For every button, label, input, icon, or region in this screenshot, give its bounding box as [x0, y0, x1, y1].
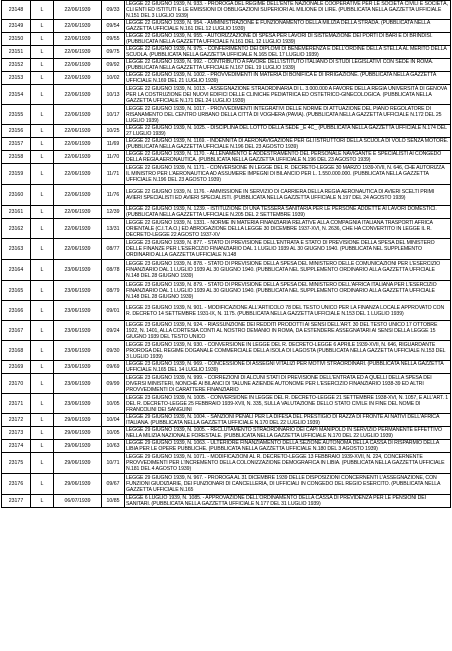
record-date: 22/06/1939: [54, 20, 102, 33]
record-ref: 10/63: [102, 440, 125, 453]
record-number: 23170: [2, 374, 31, 394]
table-row: [2, 20, 451, 33]
record-ref: 12/39: [102, 206, 125, 219]
record-date: 22/06/1939: [54, 206, 102, 219]
record-type: L: [31, 341, 54, 361]
record-ref: 09/92: [102, 59, 125, 72]
record-type: L: [31, 151, 54, 164]
record-date: 22/06/1939: [54, 85, 102, 105]
record-ref: 10/05: [102, 427, 125, 440]
record-number: 23149: [2, 20, 31, 33]
record-ref: 10/17: [102, 105, 125, 125]
table-row: [2, 239, 451, 260]
record-ref: 09/99: [102, 374, 125, 394]
record-number: 23155: [2, 105, 31, 125]
record-type: L: [31, 427, 54, 440]
record-text: LEGGE 22 GIUGNO 1939, N. 954. - AMMINISTRAZIONE E FUNZIONAMENTO DELLA MILIZIA DELLA STRADA. (PUBBLICATA NELLA GAZZETTA UFFICIALE N.161 DEL 12 LUGLIO 1939): [125, 20, 451, 33]
table-row: [2, 72, 451, 85]
record-date: 23/06/1939: [54, 374, 102, 394]
record-date: 23/06/1939: [54, 260, 102, 281]
table-row: [2, 321, 451, 341]
record-text: LEGGE 22 GIUGNO 1939, N. 955. - AUTORIZZAZIONE DI SPESA PER LAVORI DI SISTEMAZIONE DEI PORTI DI BARI E DI BRINDISI. (PUBBLICATA NELLA GAZZETTA UFFICIALE N.161 DEL 12 LUGLIO 1939): [125, 33, 451, 46]
record-number: 23152: [2, 59, 31, 72]
record-ref: 10/02: [102, 72, 125, 85]
record-type: L: [31, 374, 54, 394]
record-type: L: [31, 474, 54, 495]
record-ref: 10/04: [102, 414, 125, 427]
record-number: 23153: [2, 72, 31, 85]
record-number: 23166: [2, 301, 31, 321]
record-ref: 09/30: [102, 341, 125, 361]
record-ref: 13/31: [102, 219, 125, 239]
record-ref: 11/76: [102, 185, 125, 206]
record-number: 23173: [2, 427, 31, 440]
record-number: 23159: [2, 164, 31, 185]
record-text: LEGGE 29 GIUGNO 1939, N. 967. - PROROGA AL 31 DICEMBRE 1939 DELLE DISPOSIZIONI CONCERNENTI L'ASSEGNAZIONE, CON FUNZIONI GIUDIZIARIE, DEI FUNZIONARI DI CANCELLERIA, DI UFFICIALI IN CONGEDO DEL REGIO ESERCITO. (PUBBLICATA NELLA GAZZETTA UFFICIALE N.165: [125, 474, 451, 495]
record-date: 22/06/1939: [54, 125, 102, 138]
records-table-body: [2, 1, 451, 508]
record-type: L: [31, 105, 54, 125]
record-text: LEGGE 23 GIUGNO 1939, N. 901. - MODIFICAZIONE ALL'ARTICOLO 78 DEL TESTO UNICO PER LA FINANZA LOCALE APPROVATO CON R. DECRETO 14 SETTEMBRE 1931-IX, N. 1175. (PUBBLICATA NELLA GAZZETTA UFFICIALE N.153 DEL 1 LUGLIO 1939): [125, 301, 451, 321]
record-text: LEGGE 22 GIUGNO 1939, N. 1169. - INDENNITÀ DI AERONAVIGAZIONE PER GLI ISTRUTTORI DELLA SCUOLA DI VOLO SENZA MOTORE. (PUBBLICATA NELLA GAZZETTA UFFICIALE N.196 DEL 23 AGOSTO 1939): [125, 138, 451, 151]
record-text: LEGGE 29 GIUGNO 1939, N. 1063. - ULTERIORE FINANZIAMENTO DELLA SEZIONE AUTONOMA DELLA CASSA DI RISPARMIO DELLA LIBIA PER LE OPERE PUBBLICHE. (PUBBLICATA NELLA GAZZETTA UFFICIALE N.180 DEL 3 AGOSTO 1939): [125, 440, 451, 453]
record-type: L: [31, 1, 54, 20]
record-text: LEGGE 22 GIUGNO 1939, N. 1331. - NORME IN MATERIA FINANZIARIA RELATIVE ALLA COMPAGNIA ITALIANA TRASPORTI AFRICA ORIENTALE (C.I.T.A.O.) ED ABROGAZIONE DELLA LEGGE 30 DICEMBRE 1937-XVI, N. 2636, CHE HA CONVERTITO IN LEGGE IL R. DECRETO-LEGGE 22 AGOSTO 1937-XV: [125, 219, 451, 239]
record-date: 22/06/1939: [54, 72, 102, 85]
table-row: [2, 206, 451, 219]
record-text: LEGGE 23 GIUGNO 1939, N. 879. - STATO DI PREVISIONE DELLA SPESA DEL MINISTERO DELL'AFRICA ITALIANA PER L'ESERCIZIO FINANZIARIO DAL 1 LUGLIO 1939 AL 30 GIUGNO 1940. (PUBBLICATA NEL SUPPLEMENTO ORDINARIO ALLA GAZZETTA UFFICIALE N.148 DEL 28 GIUGNO 1939): [125, 281, 451, 301]
table-row: [2, 474, 451, 495]
table-row: [2, 414, 451, 427]
record-number: 23156: [2, 125, 31, 138]
table-row: [2, 495, 451, 508]
record-type: L: [31, 281, 54, 301]
record-ref: 10/05: [102, 394, 125, 414]
record-number: 23151: [2, 46, 31, 59]
record-type: L: [31, 46, 54, 59]
record-text: LEGGE 22 GIUGNO 1939, N. 975. - CONFERIMENTO DEI DIPLOMI DI BENEMERENZA E DELL'ORDINE DELLA STELLA AL MERITO DELLA SCUOLA. (PUBBLICATA NELLA GAZZETTA UFFICIALE N.165 DEL 17 LUGLIO 1939): [125, 46, 451, 59]
record-date: 22/06/1939: [54, 105, 102, 125]
record-text: LEGGE 23 GIUGNO 1939, N. 878. - STATO DI PREVISIONE DELLA SPESA DEL MINISTERO DELLE COMUNICAZIONI PER L'ESERCIZIO FINANZIARIO DAL 1 LUGLIO 1939 AL 30 GIUGNO 1940. (PUBBLICATA NEL SUPPLEMENTO ORDINARIO ALLA GAZZETTA UFFICIALE N.148 DEL 28 GIUGNO 1939): [125, 260, 451, 281]
record-number: 23150: [2, 33, 31, 46]
record-text: LEGGE 22 GIUGNO 1939, N. 1025. - DISCIPLINA DEL LOTTO DELLA SEDE _E 4C_ (PUBBLICATA NELLA GAZZETTA UFFICIALE N.174 DEL 27 LUGLIO 1939): [125, 125, 451, 138]
record-text: LEGGE 29 GIUGNO 1939, N. 1005. - RECLUTAMENTO STRAORDINARIO DEI CAPI MANIPOLO IN SERVIZIO PERMANENTE EFFETTIVO NELLA MILIZIA NAZIONALE FORESTALE. (PUBBLICATA NELLA GAZZETTA UFFICIALE N.170 DEL 22 LUGLIO 1939): [125, 427, 451, 440]
record-ref: 10/25: [102, 125, 125, 138]
table-row: [2, 219, 451, 239]
record-date: 23/06/1939: [54, 394, 102, 414]
record-ref: 09/69: [102, 361, 125, 374]
record-number: 23176: [2, 474, 31, 495]
record-type: L: [31, 59, 54, 72]
record-ref: 09/67: [102, 474, 125, 495]
record-number: 23171: [2, 394, 31, 414]
record-type: L: [31, 219, 54, 239]
table-row: [2, 301, 451, 321]
record-number: 23165: [2, 281, 31, 301]
record-text: LEGGE 22 GIUGNO 1939, N. 933. - PROROGA DEL REGIME DELL'ENTE NAZIONALE COOPERATIVE PER LE SOCIETÀ CIVILI E SOCIETÀ, CLI ENTI ED ISTITUTI E LE EMISSIONI DI OBBLIGAZIONI SUPERIORI AL MILIONE DI LIRE. (PUBBLICATA NELLA GAZZETTA UFFICIALE N.151 DEL 3 LUGLIO 1939): [125, 1, 451, 20]
record-date: 23/06/1939: [54, 301, 102, 321]
record-date: 29/06/1939: [54, 427, 102, 440]
table-row: [2, 85, 451, 105]
record-text: LEGGE 23 GIUGNO 1939, N. 924. - RIASSUNZIONE DEI REDDITI PRODOTTI AI SENSI DELL'ART. 30 DEL TESTO UNICO 17 OTTOBRE 1922, N. 1401, ALLA CORTESIA CONTI AL NOSTRO DEMANIO IN ROMA, DA ESTENDERE ASSEGNATARI AI SENSI DELLA LEGGE 15 GIUGNO 1939 DEL TESTO UNICO: [125, 321, 451, 341]
record-date: 22/06/1939: [54, 185, 102, 206]
record-text: LEGGE 29 GIUGNO 1939, N. 1004. - SANZIONI PENALI PER LA DIFESA DEL PRESTIGIO DI RAZZA DI FRONTE AI NATIVI DELL'AFRICA ITALIANA. (PUBBLICATA NELLA GAZZETTA UFFICIALE N.170 DEL 22 LUGLIO 1939): [125, 414, 451, 427]
record-type: L: [31, 301, 54, 321]
record-date: 23/06/1939: [54, 361, 102, 374]
table-row: [2, 125, 451, 138]
record-type: L: [31, 260, 54, 281]
table-row: [2, 427, 451, 440]
record-number: 23164: [2, 260, 31, 281]
record-type: L: [31, 206, 54, 219]
record-date: 23/06/1939: [54, 281, 102, 301]
record-number: 23168: [2, 341, 31, 361]
record-type: L: [31, 453, 54, 474]
record-ref: 08/78: [102, 260, 125, 281]
record-type: L: [31, 125, 54, 138]
record-number: 23157: [2, 138, 31, 151]
record-number: 23160: [2, 185, 31, 206]
record-ref: 09/55: [102, 33, 125, 46]
record-number: 23161: [2, 206, 31, 219]
record-text: LEGGE 22 GIUGNO 1939, N. 1176. - AMMISSIONE IN SERVIZIO DI CARRIERA DELLA REGIA AERONAUTICA DI AVIERI SCELTI PRIMI AVIERI SPECIALISTI ED AVIERI SPECIALISTI. (PUBBLICATA NELLA GAZZETTA UFFICIALE N.197 DEL 24 AGOSTO 1939): [125, 185, 451, 206]
record-date: 22/06/1939: [54, 164, 102, 185]
record-type: L: [31, 33, 54, 46]
record-date: 23/06/1939: [54, 341, 102, 361]
record-text: LEGGE 22 GIUGNO 1939, N. 992. - CONTRIBUTO A FAVORE DELL'ISTITUTO ITALIANO DI STUDI LEGISLATIVI CON SEDE IN ROMA. (PUBBLICATA NELLA GAZZETTA UFFICIALE N.167 DEL 19 LUGLIO 1939): [125, 59, 451, 72]
table-row: [2, 105, 451, 125]
record-number: 23158: [2, 151, 31, 164]
records-table: [1, 0, 451, 508]
table-row: [2, 164, 451, 185]
record-number: 23175: [2, 453, 31, 474]
table-row: [2, 341, 451, 361]
table-row: [2, 440, 451, 453]
record-date: 22/06/1939: [54, 33, 102, 46]
record-type: L: [31, 185, 54, 206]
record-ref: 11/69: [102, 138, 125, 151]
record-text: LEGGE 22 GIUGNO 1939, N. 1170. - ALLENAMENTO E ADDESTRAMENTO DEL PERSONALE NAVIGANTE E SPECIALISTI AI CONGEDO DELLA REGIA AERONAUTICA. (PUBBLICATA NELLA GAZZETTA UFFICIALE N.196 DEL 23 AGOSTO 1939): [125, 151, 451, 164]
record-number: 23167: [2, 321, 31, 341]
table-row: [2, 281, 451, 301]
table-row: [2, 138, 451, 151]
record-text: LEGGE 22 GIUGNO 1939, N. 1171. - CONVERSIONE IN LEGGE DEL R. DECRETO-LEGGE 30 MARZO 1939-XVII, N. 646, CHE AUTORIZZA IL MINISTRO PER L'AERONAUTICA AD ASSUMERE IMPEGNI DI BILANCIO PER L. 1.550.000.000. (PUBBLICATA NELLA GAZZETTA UFFICIALE N.196 DEL 23 AGOSTO 1939): [125, 164, 451, 185]
record-type: L: [31, 239, 54, 260]
record-ref: 09/33: [102, 1, 125, 20]
record-number: 23174: [2, 440, 31, 453]
record-text: LEGGE 22 GIUGNO 1939, N. 1017. - PROVVEDIMENTI INTEGRATIVI DELLE NORME DI ATTUAZIONE DEL PIANO REGOLATORE DI RISANAMENTO DEL CENTRO URBANO DELLA CITTÀ DI VOGHERA (PAVIA). (PUBBLICATA NELLA GAZZETTA UFFICIALE N.172 DEL 25 LUGLIO 1939): [125, 105, 451, 125]
record-text: LEGGE 23 GIUGNO 1939, N. 930. - CONVERSIONE IN LEGGE DEL R. DECRETO-LEGGE 6 APRILE 1939-XVII, N. 646, RIGUARDANTE PROROGA DEL REGIME DOGANALE COMMERCIALE DELLA ISOLA DI LAGOSTA (PUBBLICATA NELLA GAZZETTA UFFICIALE N.153 DEL 3 LUGLIO 1939): [125, 341, 451, 361]
record-date: 22/06/1939: [54, 1, 102, 20]
record-type: L: [31, 321, 54, 341]
record-number: 23172: [2, 414, 31, 427]
record-number: 23148: [2, 1, 31, 20]
record-text: LEGGE 23 GIUGNO 1939, N. 999. - CORREZIONI DI ALCUNI STATI DI PREVISIONE DELL'ENTRATA ED A QUELLI DELLA SPESA DEI DIVERSI MINISTERI, NONCHÉ AI BILANCI DI TALUNE AZIENDE AUTONOME PER L'ESERCIZIO FINANZIARIO 1938-39 ED ALTRI PROVVEDIMENTI DI CARATTERE FINANZIARIO: [125, 374, 451, 394]
record-text: LEGGE 22 GIUGNO 1939, N. 1239. - ISTITUZIONE DI UNA TESSERA SANITARIA PER LE PERSONE ADDETTE AI LAVORI DOMESTICI. (PUBBLICATA NELLA GAZZETTA UFFICIALE N.205 DEL 2 SETTEMBRE 1939): [125, 206, 451, 219]
table-row: [2, 374, 451, 394]
record-type: L: [31, 85, 54, 105]
record-number: 23163: [2, 239, 31, 260]
table-row: [2, 151, 451, 164]
record-ref: 09/54: [102, 20, 125, 33]
record-date: 22/06/1939: [54, 219, 102, 239]
record-text: LEGGE 22 GIUGNO 1939, N. 1013. - ASSEGNAZIONE STRAORDINARIA DI L. 3.000.000 A FAVORE DELLA REGIA UNIVERSITÀ DI GENOVA PER LA COSTRUZIONE DEI NUOVI EDIFICI DELLE CLINICHE PEDIATRICA ED OSTETRICO-GINECOLOGICA. (PUBBLICATA NELLA GAZZETTA UFFICIALE N.171 DEL 24 LUGLIO 1939): [125, 85, 451, 105]
record-date: 22/06/1939: [54, 151, 102, 164]
table-row: [2, 46, 451, 59]
record-type: L: [31, 440, 54, 453]
record-type: L: [31, 138, 54, 151]
record-type: L: [31, 394, 54, 414]
record-ref: 09/75: [102, 46, 125, 59]
record-date: 23/06/1939: [54, 321, 102, 341]
record-text: LEGGE 6 LUGLIO 1939, N. 1085. - APPROVAZIONE DELL'ORDINAMENTO DELLA CASSA DI PREVIDENZA PER LE PENSIONI DEI SANITARI. (PUBBLICATA NELLA GAZZETTA UFFICIALE N.177 DEL 31 LUGLIO 1939): [125, 495, 451, 508]
record-date: 22/06/1939: [54, 138, 102, 151]
record-type: L: [31, 20, 54, 33]
record-date: 22/06/1939: [54, 239, 102, 260]
table-row: [2, 185, 451, 206]
table-row: [2, 394, 451, 414]
record-date: 29/06/1939: [54, 414, 102, 427]
record-number: 23169: [2, 361, 31, 374]
record-text: LEGGE 23 GIUGNO 1939, N. 969. - CONCESSIONE DI ASSEGNI VITALIZI PER MOTIVI STRAORDINARI. (PUBBLICATA NELLA GAZZETTA UFFICIALE N.165 DEL 14 LUGLIO 1939): [125, 361, 451, 374]
record-type: L: [31, 72, 54, 85]
record-ref: 08/79: [102, 281, 125, 301]
record-type: L: [31, 164, 54, 185]
table-row: [2, 260, 451, 281]
record-text: LEGGE 23 GIUGNO 1939, N. 877. - STATO DI PREVISIONE DELL'ENTRATA E STATO DI PREVISIONE DELLA SPESA DEL MINISTERO DELLE FINANZE PER L'ESERCIZIO FINANZIARIO DAL 1 LUGLIO 1939 AL 30 GIUGNO 1940. (PUBBLICATA NEL SUPPLEMENTO ORDINARIO ALLA GAZZETTA UFFICIALE N.148: [125, 239, 451, 260]
record-text: LEGGE 23 GIUGNO 1939, N. 1005. - CONVERSIONE IN LEGGE DEL R. DECRETO-LEGGE 21 SETTEMBRE 1938-XVI, N. 1057, E ALL'ART. 1 DEL R. DECRETO-LEGGE 25 FEBBRAIO 1939-XVII, N. 335, SULLA VALUTAZIONE DELLO STATO CIVILE IN FINE DEL NOME DI FRANCOLINI DEI SANGUINI: [125, 394, 451, 414]
table-row: [2, 453, 451, 474]
record-number: 23162: [2, 219, 31, 239]
record-ref: 08/77: [102, 239, 125, 260]
record-ref: 11/71: [102, 164, 125, 185]
record-ref: 09/01: [102, 301, 125, 321]
record-text: LEGGE 22 GIUGNO 1939, N. 1002. - PROVVEDIMENTI IN MATERIA DI BONIFICA E DI IRRIGAZIONE. (PUBBLICATA NELLA GAZZETTA UFFICIALE N.169 DEL 21 LUGLIO 1939): [125, 72, 451, 85]
record-ref: 10/13: [102, 85, 125, 105]
record-number: 23177: [2, 495, 31, 508]
record-type: L: [31, 495, 54, 508]
record-date: 06/07/1939: [54, 495, 102, 508]
record-date: 22/06/1939: [54, 46, 102, 59]
table-row: [2, 361, 451, 374]
record-date: 22/06/1939: [54, 59, 102, 72]
record-date: 29/06/1939: [54, 440, 102, 453]
record-ref: 11/70: [102, 151, 125, 164]
record-ref: 10/71: [102, 453, 125, 474]
table-row: [2, 1, 451, 20]
record-date: 29/06/1939: [54, 453, 102, 474]
record-ref: 09/24: [102, 321, 125, 341]
record-date: 29/06/1939: [54, 474, 102, 495]
record-text: LEGGE 29 GIUGNO 1939, N. 1071. - MODIFICAZIONI AL R. DECRETO-LEGGE 13 FEBBRAIO 1939-XVII, N. 224, CONCERNENTE PROVVEDIMENTI PER L'INCREMENTO DELLA COLONIZZAZIONE DEMOGRAFICA IN LIBIA. (PUBBLICATA NELLA GAZZETTA UFFICIALE N.181 DEL 4 AGOSTO 1939): [125, 453, 451, 474]
table-row: [2, 59, 451, 72]
table-row: [2, 33, 451, 46]
record-type: L: [31, 414, 54, 427]
record-ref: 10/85: [102, 495, 125, 508]
record-number: 23154: [2, 85, 31, 105]
document-page: [1, 0, 451, 650]
record-type: L: [31, 361, 54, 374]
